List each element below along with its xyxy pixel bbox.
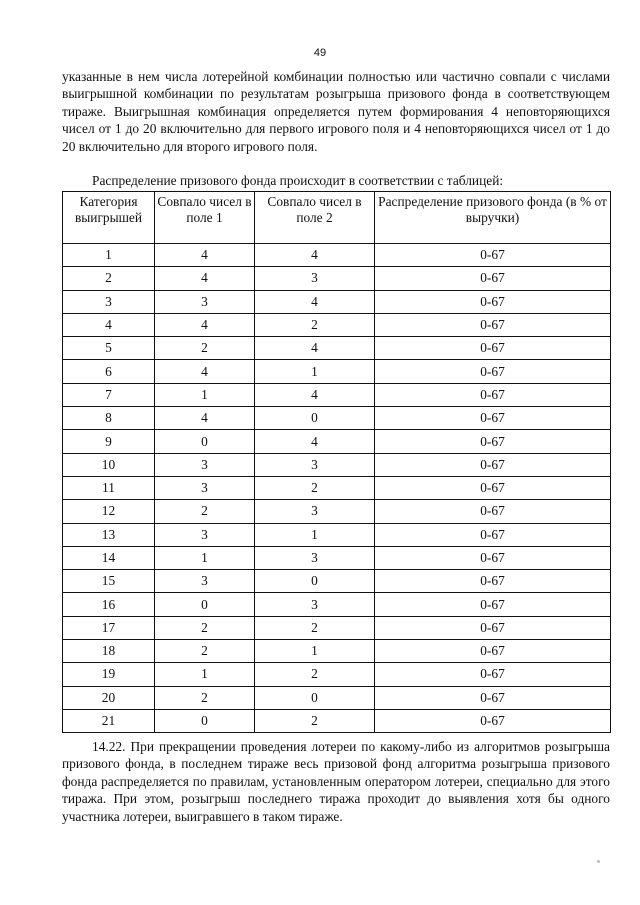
cell-field2: 4 [255,290,375,313]
table-header-row [63,192,611,244]
table-row [63,593,611,616]
cell-field1: 0 [155,593,255,616]
table-row [63,407,611,430]
table-row [63,453,611,476]
cell-distribution: 0-67 [375,523,611,546]
cell-field2: 3 [255,267,375,290]
cell-category: 18 [63,640,155,663]
cell-field1: 2 [155,337,255,360]
cell-distribution: 0-67 [375,709,611,732]
cell-field1: 3 [155,523,255,546]
table-row [63,523,611,546]
table-row [63,290,611,313]
cell-field2: 0 [255,570,375,593]
cell-field2: 2 [255,663,375,686]
cell-category: 6 [63,360,155,383]
cell-category: 19 [63,663,155,686]
cell-category: 13 [63,523,155,546]
header-field2-matches: Совпало чисел в поле 2 [255,192,375,244]
cell-category: 8 [63,407,155,430]
table-row [63,337,611,360]
cell-field2: 0 [255,407,375,430]
table-row [63,663,611,686]
cell-field2: 4 [255,337,375,360]
cell-category: 12 [63,500,155,523]
intro-paragraph: указанные в нем числа лотерейной комбинации полностью или частично совпали с числами выигрышной комбинации по результатам розыгрыша призового фонда в соответствующем тираже. Выигрышная комбинация определяется путем формирования 4 неповторяющихся чисел от 1 до 20 включительно для первого игрового поля и 4 неповторяющихся чисел от 1 до 20 включительно для второго игрового поля. [62,69,610,154]
cell-distribution: 0-67 [375,546,611,569]
table-row [63,383,611,406]
cell-distribution: 0-67 [375,360,611,383]
cell-distribution: 0-67 [375,593,611,616]
cell-category: 11 [63,476,155,499]
cell-category: 7 [63,383,155,406]
cell-distribution: 0-67 [375,640,611,663]
cell-field1: 3 [155,290,255,313]
cell-field2: 2 [255,616,375,639]
cell-category: 5 [63,337,155,360]
cell-category: 2 [63,267,155,290]
cell-distribution: 0-67 [375,476,611,499]
cell-distribution: 0-67 [375,430,611,453]
table-row [63,360,611,383]
cell-distribution: 0-67 [375,686,611,709]
header-prize-distribution: Распределение призового фонда (в % от выручки) [375,192,611,244]
table-row [63,616,611,639]
cell-field1: 1 [155,546,255,569]
cell-field1: 2 [155,500,255,523]
cell-field1: 4 [155,244,255,267]
cell-field1: 1 [155,663,255,686]
table-row [63,709,611,732]
table-row [63,267,611,290]
prize-distribution-table [62,191,611,733]
cell-field2: 4 [255,430,375,453]
cell-field1: 4 [155,360,255,383]
cell-field1: 2 [155,686,255,709]
cell-distribution: 0-67 [375,267,611,290]
cell-category: 21 [63,709,155,732]
table-row [63,640,611,663]
cell-field2: 1 [255,360,375,383]
cell-field1: 3 [155,476,255,499]
cell-field2: 1 [255,523,375,546]
cell-field2: 3 [255,453,375,476]
cell-distribution: 0-67 [375,313,611,336]
cell-distribution: 0-67 [375,383,611,406]
table-row [63,570,611,593]
cell-field2: 2 [255,476,375,499]
cell-field2: 3 [255,593,375,616]
cell-field2: 4 [255,244,375,267]
closing-paragraph: 14.22. При прекращении проведения лотереи по какому-либо из алгоритмов розыгрыша призового фонда, в последнем тираже весь призовой фонд алгоритма розыгрыша призового фонда распределяется по правилам, установленным оператором лотереи, специально для этого тиража. При этом, розыгрыш последнего тиража проходит до выявления хотя бы одного участника лотереи, выигравшего в таком тираже. [62,739,610,824]
cell-distribution: 0-67 [375,290,611,313]
cell-category: 14 [63,546,155,569]
cell-distribution: 0-67 [375,616,611,639]
cell-category: 16 [63,593,155,616]
cell-field1: 1 [155,383,255,406]
cell-category: 10 [63,453,155,476]
cell-field1: 2 [155,640,255,663]
table-row [63,476,611,499]
header-field1-matches: Совпало чисел в поле 1 [155,192,255,244]
cell-field2: 2 [255,709,375,732]
cell-category: 20 [63,686,155,709]
table-row [63,244,611,267]
table-caption: Распределение призового фонда происходит в соответствии с таблицей: [92,173,504,188]
cell-field2: 2 [255,313,375,336]
table-row [63,313,611,336]
cell-distribution: 0-67 [375,500,611,523]
table-row [63,430,611,453]
cell-distribution: 0-67 [375,663,611,686]
cell-field2: 1 [255,640,375,663]
cell-field2: 4 [255,383,375,406]
page-number: 49 [313,47,327,59]
cell-distribution: 0-67 [375,453,611,476]
cell-field2: 3 [255,546,375,569]
cell-category: 3 [63,290,155,313]
cell-distribution: 0-67 [375,244,611,267]
cell-distribution: 0-67 [375,407,611,430]
cell-category: 1 [63,244,155,267]
table-row [63,546,611,569]
cell-field1: 0 [155,430,255,453]
header-category: Категория выигрышей [63,192,155,244]
scan-speck [597,860,600,863]
cell-field1: 4 [155,267,255,290]
cell-category: 15 [63,570,155,593]
cell-field1: 3 [155,453,255,476]
cell-distribution: 0-67 [375,337,611,360]
cell-field1: 4 [155,313,255,336]
cell-field1: 2 [155,616,255,639]
cell-distribution: 0-67 [375,570,611,593]
cell-field2: 3 [255,500,375,523]
table-row [63,500,611,523]
cell-field1: 0 [155,709,255,732]
cell-field1: 3 [155,570,255,593]
cell-field1: 4 [155,407,255,430]
cell-category: 4 [63,313,155,336]
cell-field2: 0 [255,686,375,709]
cell-category: 9 [63,430,155,453]
table-row [63,686,611,709]
cell-category: 17 [63,616,155,639]
